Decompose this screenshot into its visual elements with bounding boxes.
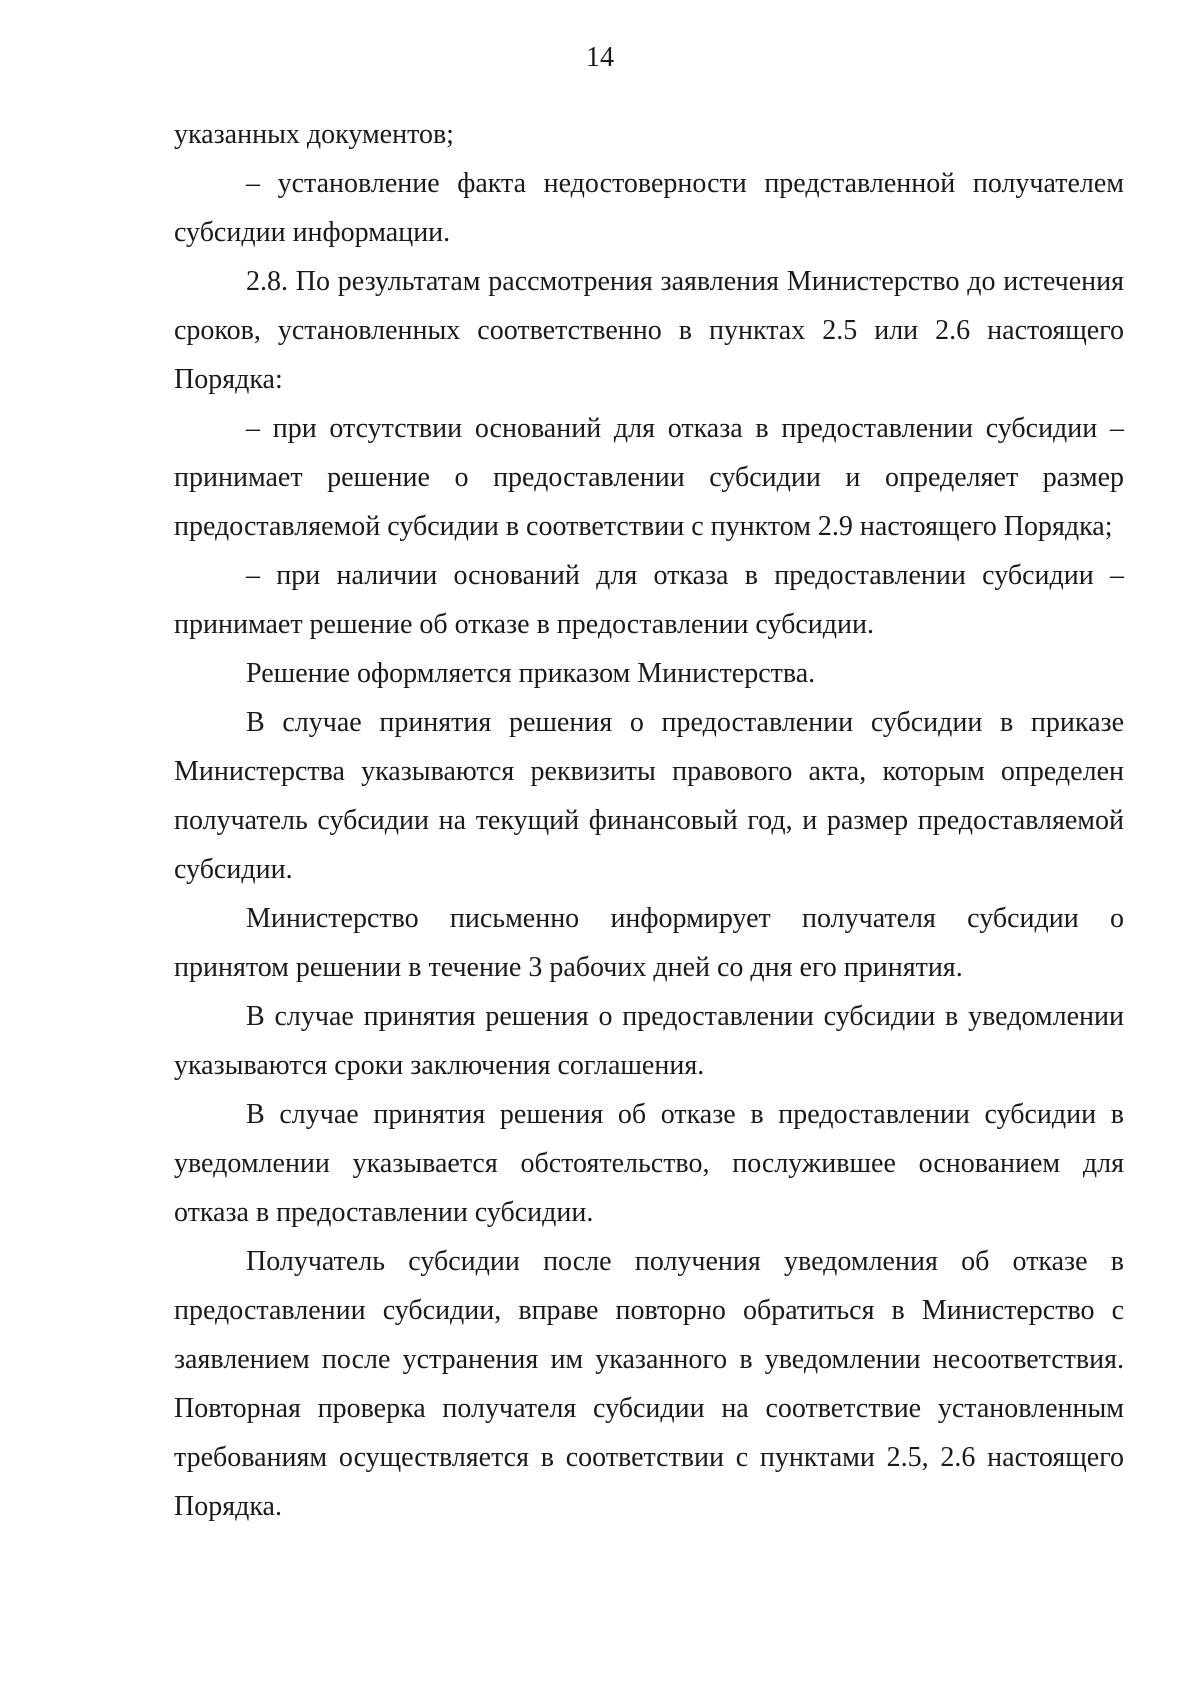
paragraph-reapplication: Получатель субсидии после получения уведомления об отказе в предоставлении субсидии, вправе повторно обратиться в Министерство с заявлением после устранения им указанного в уведомлении несоответствия. Повторная проверка получателя субсидии на соответствие установленным требованиям осуществляется в соответствии с пунктами 2.5, 2.6 настоящего Порядка. — [174, 1246, 1124, 1522]
paragraph-grounds-for-refusal: – при наличии оснований для отказа в предоставлении субсидии – принимает решение об отказе в предоставлении субсидии. — [174, 560, 1124, 640]
document-body — [174, 110, 1124, 1531]
paragraph-false-information: – установление факта недостоверности представленной получателем субсидии информации. — [174, 168, 1124, 248]
paragraph-decision-order: Решение оформляется приказом Министерства. — [246, 658, 816, 689]
paragraph-no-grounds-for-refusal: – при отсутствии оснований для отказа в предоставлении субсидии – принимает решение о предоставлении субсидии и определяет размер предоставляемой субсидии в соответствии с пунктом 2.9 настоящего Порядка; — [174, 413, 1124, 542]
paragraph-documents-end: указанных документов; — [174, 119, 454, 150]
paragraph-refusal-circumstance: В случае принятия решения об отказе в предоставлении субсидии в уведомлении указывается обстоятельство, послужившее основанием для отказа в предоставлении субсидии. — [174, 1099, 1124, 1228]
paragraph-2-8: 2.8. По результатам рассмотрения заявления Министерство до истечения сроков, установленных соответственно в пунктах 2.5 или 2.6 настоящего Порядка: — [174, 266, 1124, 395]
paragraph-agreement-terms: В случае принятия решения о предоставлении субсидии в уведомлении указываются сроки заключения соглашения. — [174, 1001, 1124, 1081]
paragraph-order-requisites: В случае принятия решения о предоставлении субсидии в приказе Министерства указываются реквизиты правового акта, которым определен получатель субсидии на текущий финансовый год, и размер предоставляемой субсидии. — [174, 707, 1124, 885]
page-number: 14 — [586, 42, 614, 73]
paragraph-notification: Министерство письменно информирует получателя субсидии о принятом решении в течение 3 рабочих дней со дня его принятия. — [174, 903, 1124, 983]
